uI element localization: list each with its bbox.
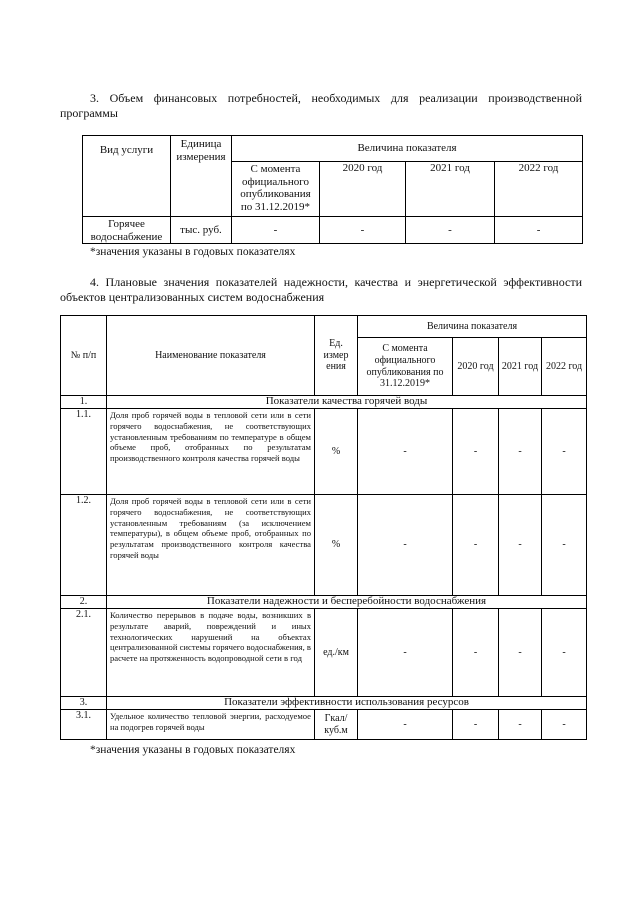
row-num: 1.2. [61, 495, 107, 596]
header-2022: 2022 год [495, 162, 583, 217]
section4-heading: 4. Плановые значения показателей надежности, качества и энергетической эффективности объектов централизованных систем водоснабжения [60, 275, 582, 304]
row-2020: - [453, 609, 499, 697]
row-2022: - [542, 495, 587, 596]
group-title: Показатели эффективности использования ресурсов [107, 697, 587, 710]
table-row [61, 495, 587, 596]
section3-heading: 3. Объем финансовых потребностей, необходимых для реализации производственной программы [60, 91, 582, 120]
financial-needs-table [82, 135, 583, 244]
row-since: - [358, 409, 453, 495]
header-2021: 2021 год [499, 338, 542, 396]
row-2020: - [453, 409, 499, 495]
row-2020: - [453, 710, 499, 740]
header-service: Вид услуги [83, 136, 171, 217]
header-unit: Единица измерения [171, 136, 232, 217]
header-name: Наименование показателя [107, 316, 315, 396]
header-since: С момента официального опубликования по 31.12.2019* [232, 162, 320, 217]
table-row [61, 710, 587, 740]
section4-footnote: *значения указаны в годовых показателях [90, 744, 296, 756]
row-since: - [358, 710, 453, 740]
header-value: Величина показателя [358, 316, 587, 338]
cell-2020: - [320, 217, 406, 244]
row-num: 3.1. [61, 710, 107, 740]
reliability-indicators-table [60, 315, 587, 740]
row-2020: - [453, 495, 499, 596]
row-since: - [358, 609, 453, 697]
row-unit: ед./км [315, 609, 358, 697]
cell-unit: тыс. руб. [171, 217, 232, 244]
row-name: Количество перерывов в подаче воды, возникших в результате аварий, повреждений и иных технологических нарушений на объектах централизованной системы горячего водоснабжения, в расчете на протяженность водопроводной сети в год [107, 609, 315, 697]
row-2022: - [542, 409, 587, 495]
table-row [61, 409, 587, 495]
cell-2022: - [495, 217, 583, 244]
table-row [83, 217, 583, 244]
row-unit: % [315, 495, 358, 596]
group-num: 3. [61, 697, 107, 710]
row-2021: - [499, 710, 542, 740]
section3-footnote: *значения указаны в годовых показателях [90, 246, 296, 258]
table-row [61, 609, 587, 697]
group-row [61, 596, 587, 609]
header-unit: Ед. измер ения [315, 316, 358, 396]
group-row [61, 697, 587, 710]
row-unit: Гкал/куб.м [315, 710, 358, 740]
row-name: Доля проб горячей воды в тепловой сети или в сети горячего водоснабжения, не соответствующих установленным требованиям (за исключением температуры), в общем объеме проб, отобранных по результатам производственного контроля качества горячей воды [107, 495, 315, 596]
row-unit: % [315, 409, 358, 495]
row-since: - [358, 495, 453, 596]
row-num: 1.1. [61, 409, 107, 495]
cell-2021: - [406, 217, 495, 244]
row-name: Доля проб горячей воды в тепловой сети или в сети горячего водоснабжения, не соответствующих установленным требованиям по температуре в общем объеме проб, отобранных по результатам производственного контроля качества горячей воды [107, 409, 315, 495]
group-num: 2. [61, 596, 107, 609]
row-2021: - [499, 409, 542, 495]
header-since: С момента официального опубликования по 31.12.2019* [358, 338, 453, 396]
header-2021: 2021 год [406, 162, 495, 217]
row-2021: - [499, 495, 542, 596]
cell-service: Горячее водоснабжение [83, 217, 171, 244]
group-row [61, 396, 587, 409]
row-2021: - [499, 609, 542, 697]
row-name: Удельное количество тепловой энергии, расходуемое на подогрев горячей воды [107, 710, 315, 740]
row-num: 2.1. [61, 609, 107, 697]
group-title: Показатели качества горячей воды [107, 396, 587, 409]
row-2022: - [542, 609, 587, 697]
header-2020: 2020 год [320, 162, 406, 217]
group-num: 1. [61, 396, 107, 409]
header-value: Величина показателя [232, 136, 583, 162]
header-num: № п/п [61, 316, 107, 396]
header-2022: 2022 год [542, 338, 587, 396]
cell-since: - [232, 217, 320, 244]
row-2022: - [542, 710, 587, 740]
group-title: Показатели надежности и бесперебойности водоснабжения [107, 596, 587, 609]
header-2020: 2020 год [453, 338, 499, 396]
